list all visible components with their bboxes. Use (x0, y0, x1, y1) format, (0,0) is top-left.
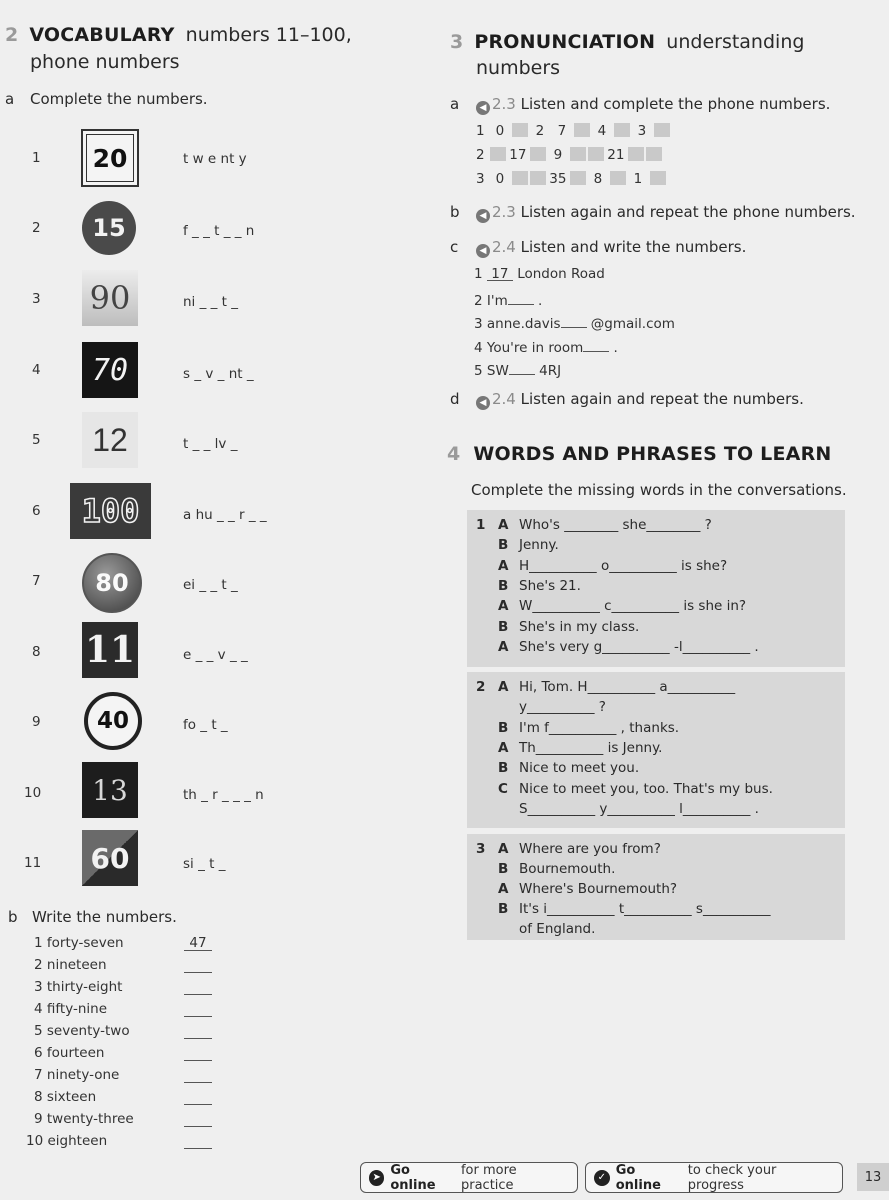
phone-row (476, 171, 667, 187)
digit-blank[interactable] (530, 147, 546, 161)
go-online-practice-button[interactable]: ➤ Go online for more practice (360, 1162, 578, 1193)
speaker-label: A (498, 739, 509, 756)
word-item: t _ _ lv _ (183, 436, 238, 452)
exercise-d (476, 390, 804, 410)
listen-item (474, 290, 542, 309)
audio-icon[interactable]: ◀ (476, 101, 490, 115)
digit-blank[interactable] (570, 171, 586, 185)
exercise-instruction: Write the numbers. (32, 908, 177, 926)
dialogue-line[interactable]: She's 21. (519, 577, 581, 594)
section-title: VOCABULARY (29, 24, 175, 46)
badge-gradient: 90 (82, 270, 138, 326)
item-text: twenty-three (46, 1111, 134, 1127)
write-item (34, 935, 124, 951)
word-item: t w e nt y (183, 151, 247, 167)
item-text: ninety-one (46, 1067, 120, 1083)
write-item (34, 1067, 119, 1083)
speaker-label: A (498, 557, 509, 574)
section-subtitle: numbers 11–100, (185, 24, 352, 46)
badge-digital-2: 13 (82, 762, 138, 818)
item-number: 1 (34, 935, 43, 951)
item-number: 4 (32, 362, 41, 378)
answer-blank[interactable] (184, 1045, 212, 1061)
write-item (34, 1089, 96, 1105)
item-pre: anne.davis (486, 316, 561, 332)
section-title: PRONUNCIATION (474, 31, 656, 53)
item-number: 3 (32, 291, 41, 307)
exercise-letter: a (450, 95, 460, 113)
badge-metal: 80 (82, 553, 142, 613)
section-subtitle-2: phone numbers (30, 51, 180, 73)
badge-circle: 15 (82, 201, 136, 255)
digit-blank[interactable] (628, 147, 644, 161)
item-number: 2 (474, 292, 483, 309)
conversation-number: 2 (476, 679, 486, 695)
word-item: th _ r _ _ _ n (183, 787, 264, 803)
digit: 35 (549, 171, 567, 187)
pron-heading (450, 31, 804, 53)
write-item (34, 1045, 104, 1061)
answer-blank[interactable]: 17 (487, 266, 513, 281)
answer-blank[interactable]: 47 (184, 935, 212, 951)
digit: 9 (553, 147, 563, 163)
section-number: 2 (5, 24, 19, 46)
answer-blank[interactable] (184, 1067, 212, 1083)
exercise-letter: d (450, 390, 460, 408)
word-item: fo _ t _ (183, 717, 228, 733)
digit-blank[interactable] (614, 123, 630, 137)
section-number: 4 (447, 443, 461, 465)
item-number: 8 (32, 644, 41, 660)
item-number: 9 (32, 714, 41, 730)
digit-blank[interactable] (654, 123, 670, 137)
exercise-b (476, 203, 856, 223)
answer-blank[interactable] (509, 360, 535, 375)
word-item: a hu _ _ r _ _ (183, 507, 267, 523)
digit-blank[interactable] (646, 147, 662, 161)
item-number: 10 (26, 1133, 44, 1149)
item-number: 7 (32, 573, 41, 589)
word-item: si _ t _ (183, 856, 226, 872)
write-item (34, 1023, 130, 1039)
item-text: fourteen (46, 1045, 105, 1061)
dialogue-line[interactable]: Who's ________ she________ ? (519, 517, 712, 533)
dialogue-line[interactable]: W__________ c__________ is she in? (519, 598, 747, 615)
audio-icon[interactable]: ◀ (476, 244, 490, 258)
conversation-number: 3 (476, 841, 486, 857)
item-number: 9 (34, 1111, 43, 1127)
dialogue-line[interactable]: Th__________ is Jenny. (519, 739, 663, 756)
item-post: . (613, 339, 618, 356)
dialogue-line[interactable]: She's in my class. (519, 618, 640, 635)
dialogue-line[interactable]: She's very g__________ -l__________ . (519, 638, 759, 655)
dialogue-line[interactable]: It's i__________ t__________ s__________ (519, 901, 771, 917)
speaker-label: A (498, 517, 509, 533)
speaker-label: B (498, 577, 509, 594)
digit-blank[interactable] (650, 171, 666, 185)
badge-ring: 40 (84, 692, 142, 750)
check-icon: ✓ (594, 1170, 610, 1186)
digit: 4 (597, 123, 607, 139)
item-number: 5 (474, 363, 483, 379)
item-number: 6 (32, 503, 41, 519)
digit-blank[interactable] (570, 147, 586, 161)
item-number: 2 (476, 147, 485, 163)
track-number: 2.3 (492, 95, 516, 113)
answer-blank[interactable] (184, 957, 212, 973)
digit-blank[interactable] (490, 147, 506, 161)
speaker-label: B (498, 537, 509, 554)
exercise-letter: a (5, 90, 15, 108)
item-text: sixteen (46, 1089, 97, 1105)
write-item (34, 979, 122, 995)
digit-blank[interactable] (512, 171, 528, 185)
item-number: 2 (34, 957, 43, 973)
dialogue-line[interactable]: Where are you from? (519, 841, 661, 857)
dialogue-line[interactable]: Where's Bournemouth? (519, 881, 678, 897)
exercise-instruction: Listen and complete the phone numbers. (520, 95, 831, 113)
item-text: nineteen (46, 957, 107, 973)
exercise-letter: b (8, 908, 18, 926)
item-number: 11 (24, 855, 42, 871)
item-pre: SW (486, 363, 509, 379)
digit-blank[interactable] (530, 171, 546, 185)
cursor-icon: ➤ (369, 1170, 384, 1186)
section-number: 3 (450, 31, 464, 53)
item-post: London Road (517, 266, 605, 282)
item-text: forty-seven (46, 935, 124, 951)
digit: 17 (509, 147, 527, 163)
listen-item (474, 337, 618, 356)
item-text: eighteen (47, 1133, 108, 1149)
answer-blank[interactable] (184, 979, 212, 995)
speaker-label: A (498, 881, 509, 897)
item-post: @gmail.com (590, 316, 675, 332)
digit: 0 (495, 171, 505, 187)
answer-blank[interactable] (561, 313, 587, 328)
item-number: 6 (34, 1045, 43, 1061)
word-item: ni _ _ t _ (183, 294, 239, 310)
section-subtitle-2: numbers (476, 57, 561, 79)
digit-blank[interactable] (588, 147, 604, 161)
digit: 0 (495, 123, 505, 139)
answer-blank[interactable] (184, 1111, 212, 1127)
dialogue-line[interactable]: H__________ o__________ is she? (519, 557, 728, 574)
speaker-label: A (498, 679, 509, 695)
speaker-label: B (498, 618, 509, 635)
listen-item (474, 313, 675, 332)
phone-row (476, 123, 671, 139)
section-subtitle: understanding (666, 31, 805, 53)
write-item (34, 1111, 134, 1127)
item-number: 2 (32, 220, 41, 236)
exercise-letter: c (450, 238, 459, 256)
item-pre: I'm (486, 292, 508, 309)
dialogue-line[interactable]: Bournemouth. (519, 861, 616, 877)
item-number: 1 (476, 123, 485, 139)
badge-light: 12 (82, 412, 138, 468)
track-number: 2.3 (492, 203, 516, 221)
item-number: 3 (476, 171, 485, 187)
speaker-label: B (498, 861, 509, 877)
exercise-instruction: Complete the numbers. (30, 90, 208, 108)
page-number: 13 (857, 1163, 889, 1191)
vocab-heading (5, 24, 352, 46)
section-title: WORDS AND PHRASES TO LEARN (473, 443, 832, 465)
speaker-label: C (498, 780, 508, 797)
dialogue-line[interactable]: Nice to meet you, too. That's my bus. (519, 780, 773, 797)
badge-boxed: 20 (81, 129, 139, 187)
item-number: 5 (34, 1023, 43, 1039)
digit: 3 (637, 123, 647, 139)
dialogue-line[interactable]: Nice to meet you. (519, 760, 640, 777)
item-text: fifty-nine (46, 1001, 107, 1017)
speaker-label: B (498, 901, 509, 917)
audio-icon[interactable]: ◀ (476, 209, 490, 223)
exercise-letter: b (450, 203, 460, 221)
item-number: 3 (474, 316, 483, 332)
conversation-number: 1 (476, 517, 486, 533)
item-number: 5 (32, 432, 41, 448)
write-item (34, 957, 107, 973)
badge-dark: 11 (82, 622, 138, 678)
speaker-label: A (498, 598, 509, 615)
answer-blank[interactable] (184, 1023, 212, 1039)
digit: 21 (607, 147, 625, 163)
dialogue-line[interactable]: Jenny. (519, 537, 559, 554)
words-heading (447, 443, 832, 465)
speaker-label: B (498, 719, 509, 736)
dialogue-line[interactable]: S__________ y__________ l__________ . (519, 800, 759, 817)
item-number: 3 (34, 979, 43, 995)
digit-blank[interactable] (512, 123, 528, 137)
listen-item (474, 360, 561, 379)
digit: 7 (557, 123, 567, 139)
word-item: f _ _ t _ _ n (183, 223, 255, 239)
digit: 1 (633, 171, 643, 187)
item-number: 4 (34, 1001, 43, 1017)
word-item: s _ v _ nt _ (183, 366, 254, 382)
item-post: 4RJ (539, 363, 562, 379)
exercise-a (476, 95, 830, 115)
item-post: . (538, 292, 543, 309)
badge-digital: 70 (82, 342, 138, 398)
write-item (26, 1133, 107, 1149)
answer-blank[interactable] (184, 1133, 212, 1149)
track-number: 2.4 (492, 390, 516, 408)
dialogue-line[interactable]: I'm f__________ , thanks. (519, 719, 680, 736)
phone-row (476, 147, 663, 163)
track-number: 2.4 (492, 238, 516, 256)
answer-blank[interactable] (508, 290, 534, 305)
words-instruction: Complete the missing words in the conversations. (471, 481, 847, 499)
badge-diagonal: 60 (82, 830, 138, 886)
exercise-instruction: Listen again and repeat the numbers. (520, 390, 804, 408)
digit-blank[interactable] (610, 171, 626, 185)
word-item: ei _ _ t _ (183, 577, 238, 593)
answer-blank[interactable] (583, 337, 609, 352)
dialogue-line[interactable]: y__________ ? (519, 699, 606, 716)
go-online-progress-button[interactable]: ✓ Go online to check your progress (585, 1162, 843, 1193)
item-number: 1 (474, 266, 483, 282)
exercise-instruction: Listen and write the numbers. (520, 238, 747, 256)
badge-outline: 100 (70, 483, 151, 539)
speaker-label: A (498, 638, 509, 655)
speaker-label: A (498, 841, 509, 857)
digit: 8 (593, 171, 603, 187)
dialogue-line[interactable]: Hi, Tom. H__________ a__________ (519, 679, 736, 695)
exercise-instruction: Listen again and repeat the phone numbers. (520, 203, 856, 221)
answer-blank[interactable] (184, 1001, 212, 1017)
item-number: 4 (474, 339, 483, 356)
item-pre: You're in room (486, 339, 584, 356)
item-number: 10 (24, 785, 42, 801)
digit-blank[interactable] (574, 123, 590, 137)
item-text: seventy-two (46, 1023, 130, 1039)
item-text: thirty-eight (46, 979, 123, 995)
item-number: 1 (32, 150, 41, 166)
listen-item (474, 266, 605, 282)
answer-blank[interactable] (184, 1089, 212, 1105)
dialogue-line[interactable]: of England. (519, 921, 596, 937)
item-number: 8 (34, 1089, 43, 1105)
exercise-c (476, 238, 746, 258)
audio-icon[interactable]: ◀ (476, 396, 490, 410)
write-item (34, 1001, 107, 1017)
digit: 2 (535, 123, 545, 139)
word-item: e _ _ v _ _ (183, 647, 248, 663)
item-number: 7 (34, 1067, 43, 1083)
speaker-label: B (498, 760, 509, 777)
